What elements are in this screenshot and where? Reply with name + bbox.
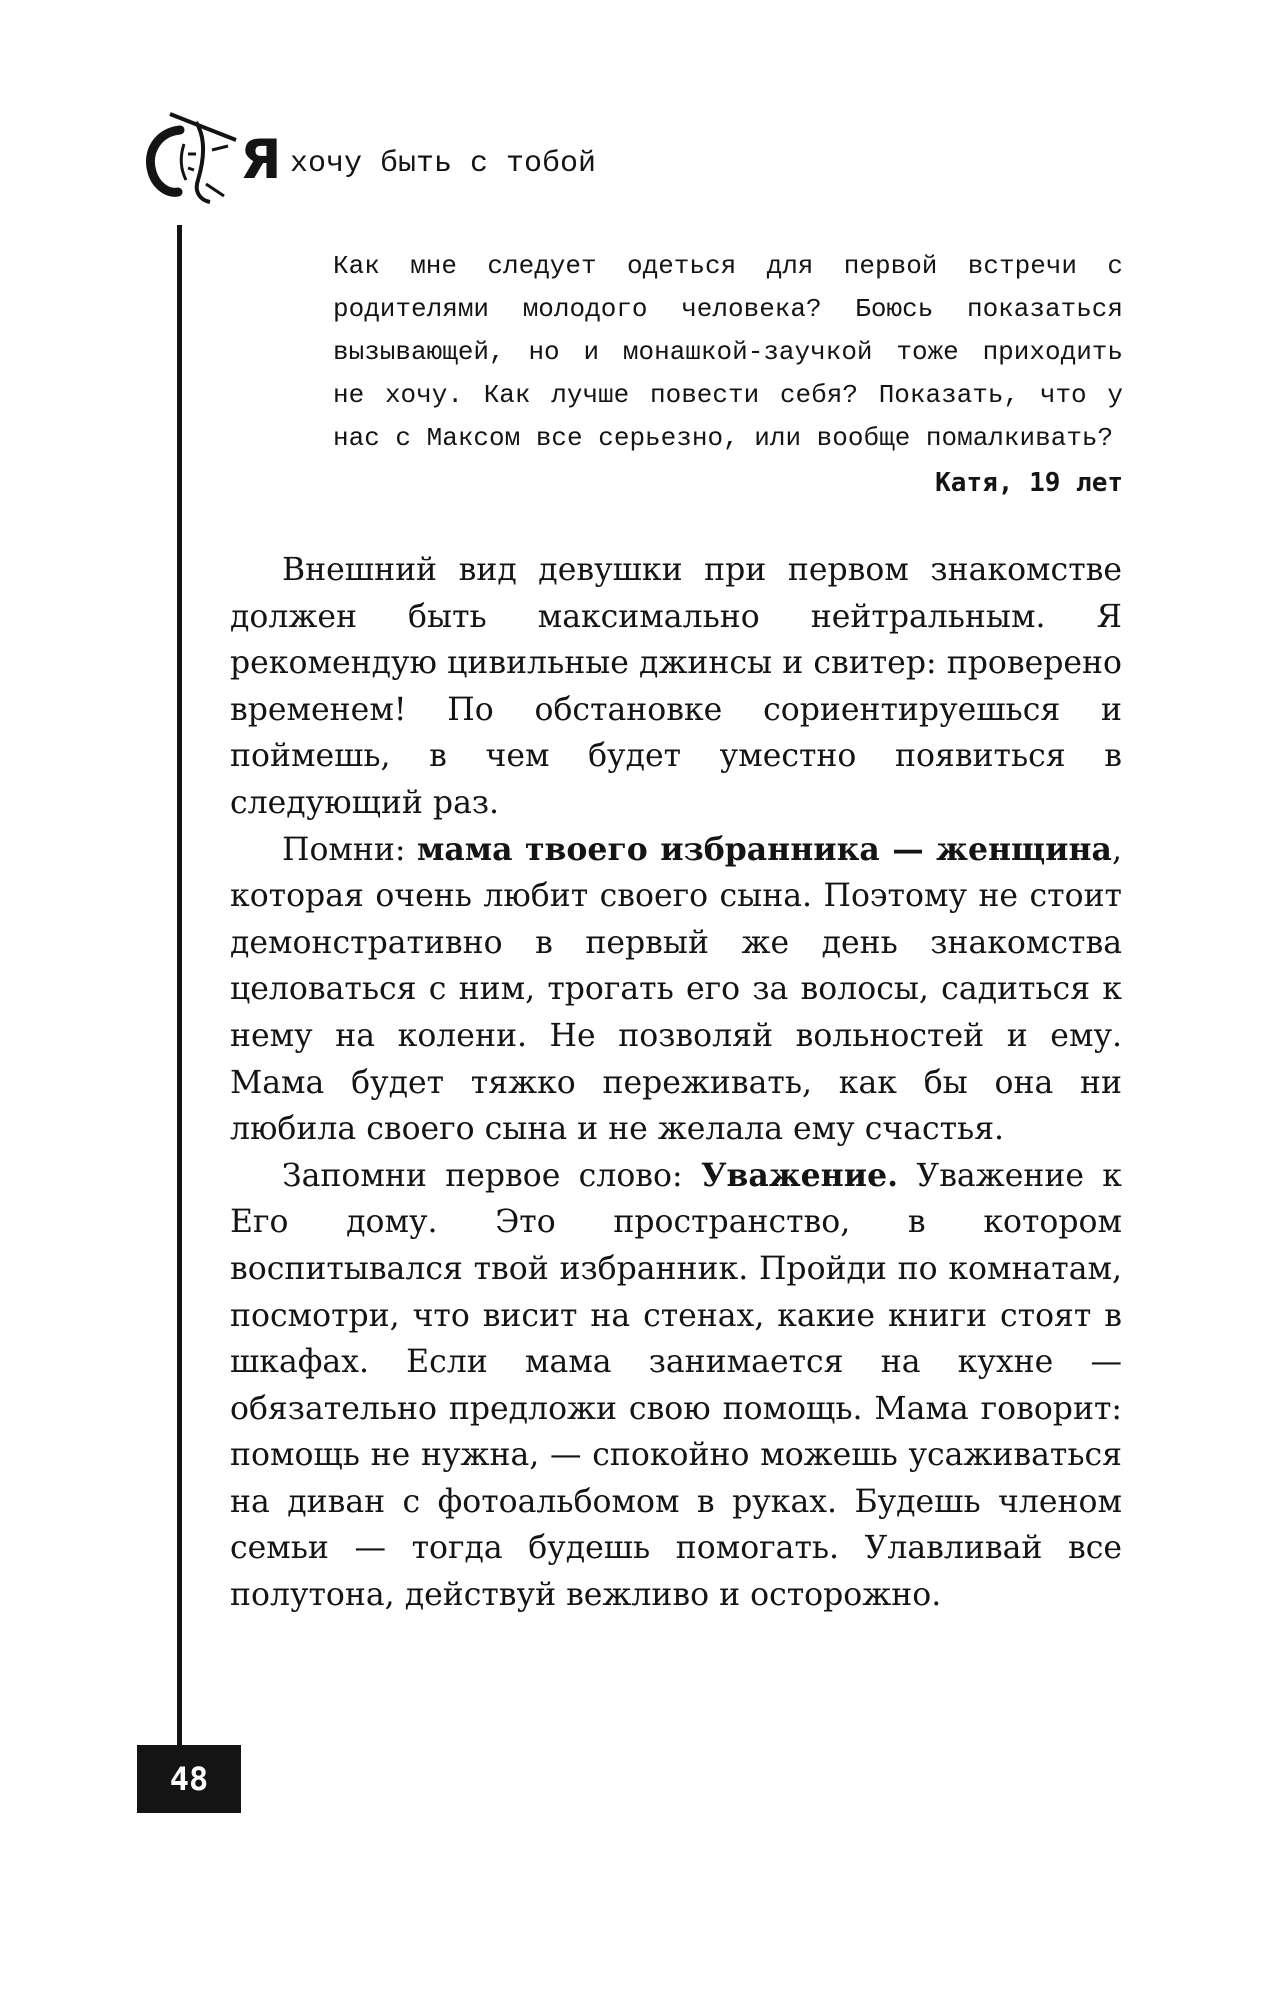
paragraph-3-lead: Запомни первое слово: bbox=[282, 1157, 701, 1194]
header-initial: Я bbox=[240, 128, 282, 191]
letter-text: Как мне следует одеться для первой встречи с родителями молодого человека? Боюсь показаться вызывающей, но и монашкой-заучкой тоже приходить не хочу. Как лучше повести себя? Показать, что у нас с Максом все серьезно, или вообще помалкивать? bbox=[333, 251, 1123, 453]
paragraph-3 bbox=[230, 1153, 1122, 1619]
header-title: хочу быть с тобой bbox=[290, 147, 597, 181]
paragraph-3-rest: Уважение к Его дому. Это пространство, в котором воспитывался твой избранник. Пройди по комнатам, посмотри, что висит на стенах, какие книги стоят в шкафах. Если мама занимается на кухне — обязательно предложи свою помощь. Мама говорит: помощь не нужна, — спокойно можешь усаживаться на диван с фотоальбомом в руках. Будешь членом семьи — тогда будешь помогать. Улавливай все полутона, действуй вежливо и осторожно. bbox=[230, 1157, 1122, 1614]
paragraph-2-rest: , которая очень любит своего сына. Поэтому не стоит демонстративно в первый же день знакомства целоваться с ним, трогать его за волосы, садиться к нему на колени. Не позволяй вольностей и ему. Мама будет тяжко переживать, как бы она ни любила своего сына и не желала ему счастья. bbox=[230, 831, 1122, 1148]
paragraph-3-bold: Уважение. bbox=[700, 1156, 899, 1194]
paragraph-2 bbox=[230, 827, 1122, 1153]
woman-face-logo-icon bbox=[140, 110, 250, 210]
letter-signature: Катя, 19 лет bbox=[935, 468, 1123, 498]
reader-letter bbox=[333, 245, 1123, 506]
main-text bbox=[230, 547, 1122, 1619]
paragraph-1: Внешний вид девушки при первом знакомстве должен быть максимально нейтральным. Я рекомендую цивильные джинсы и свитер: проверено временем! По обстановке сориентируешься и поймешь, в чем будет уместно появиться в следующий раз. bbox=[230, 552, 1122, 821]
page-number: 48 bbox=[137, 1745, 241, 1813]
margin-rule bbox=[177, 225, 182, 1745]
paragraph-2-lead: Помни: bbox=[282, 831, 418, 868]
paragraph-2-bold: мама твоего избранника — женщина bbox=[417, 830, 1112, 868]
